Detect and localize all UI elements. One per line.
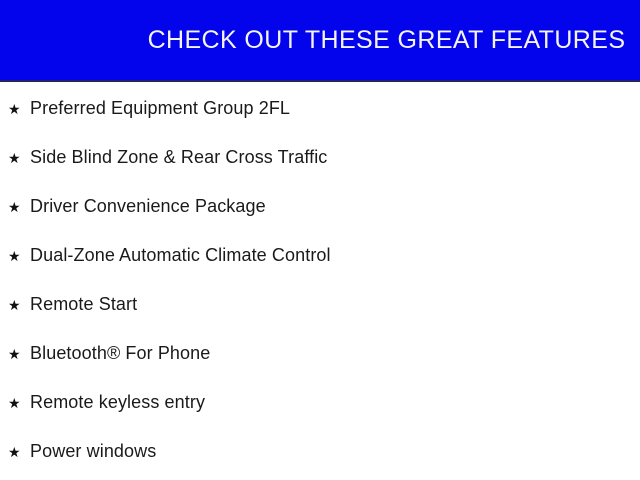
feature-row — [0, 133, 640, 182]
feature-label: Preferred Equipment Group 2FL — [30, 98, 291, 118]
star-bullet-icon: ★ — [8, 247, 21, 264]
star-bullet-icon: ★ — [8, 296, 21, 313]
banner — [0, 0, 640, 82]
banner-title: CHECK OUT THESE GREAT FEATURES — [147, 25, 626, 54]
star-bullet-icon: ★ — [8, 443, 21, 460]
feature-label: Power windows — [30, 441, 157, 461]
star-bullet-icon: ★ — [8, 149, 21, 166]
star-bullet-icon: ★ — [8, 345, 21, 362]
feature-row — [0, 329, 640, 378]
feature-label: Remote Start — [30, 294, 138, 314]
star-bullet-icon: ★ — [8, 100, 21, 117]
feature-label: Side Blind Zone & Rear Cross Traffic — [30, 147, 328, 167]
feature-list — [0, 82, 640, 476]
feature-row — [0, 280, 640, 329]
feature-row — [0, 231, 640, 280]
star-bullet-icon: ★ — [8, 394, 21, 411]
feature-label: Remote keyless entry — [30, 392, 206, 412]
feature-row — [0, 84, 640, 133]
feature-row — [0, 378, 640, 427]
feature-label: Dual-Zone Automatic Climate Control — [30, 245, 331, 265]
star-bullet-icon: ★ — [8, 198, 21, 215]
feature-label: Driver Convenience Package — [30, 196, 266, 216]
feature-row — [0, 427, 640, 476]
feature-row — [0, 182, 640, 231]
feature-label: Bluetooth® For Phone — [30, 343, 211, 363]
